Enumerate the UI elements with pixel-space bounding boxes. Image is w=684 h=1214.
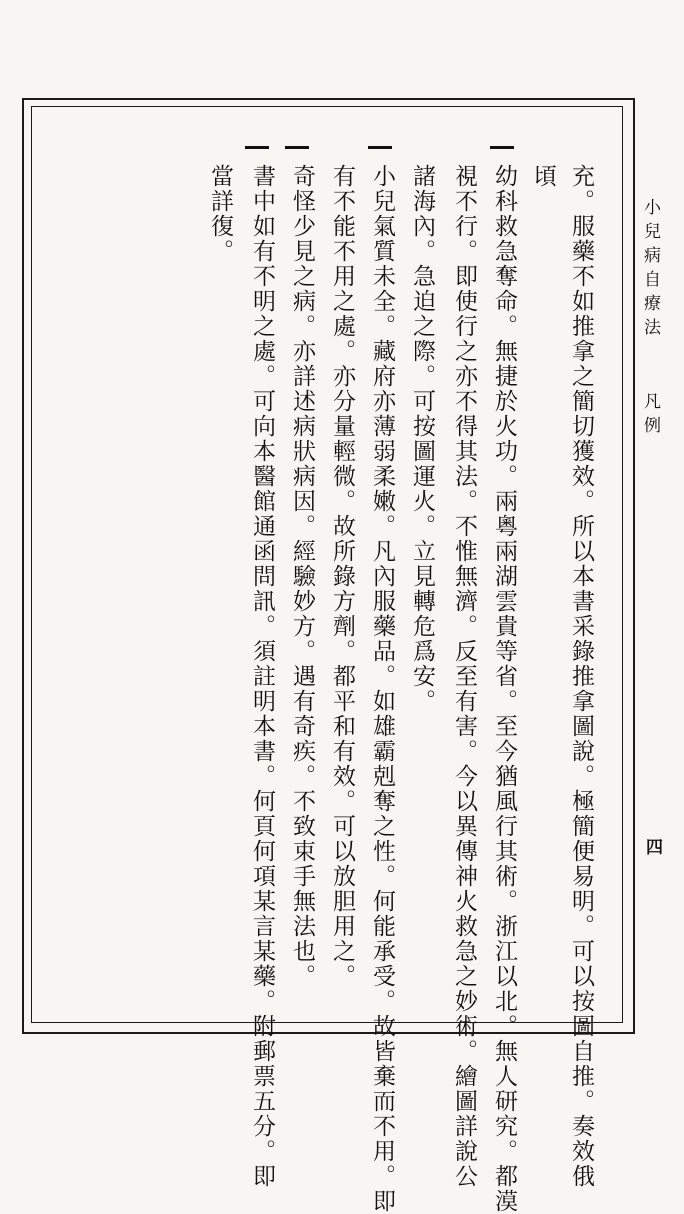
text-column-5: 諸海內。急迫之際。可按圖運火。立見轉危爲安。 <box>409 164 435 714</box>
text-column-3: 幼科救急奪命。無捷於火功。兩粵兩湖雲貴等省。至今猶風行其術。浙江以北。無人研究。都漠 <box>491 164 517 1214</box>
text-column-7: 有不能不用之處。亦分量輕微。故所錄方劑。都平和有效。可以放胆用之。 <box>329 164 355 989</box>
book-title: 小兒病自療法 <box>640 198 660 342</box>
text-column-1: 充。服藥不如推拿之簡切獲效。所以本書采錄推拿圖說。極簡便易明。可以按圖自推。奏效俄 <box>568 164 594 1189</box>
text-column-8: 奇怪少見之病。亦詳述病狀病因。經驗妙方。遇有奇疾。不致束手無法也。 <box>289 164 315 989</box>
section-title: 凡例 <box>640 392 660 440</box>
text-column-9: 書中如有不明之處。可向本醫館通函問訊。須註明本書。何頁何項某言某藥。附郵票五分。即 <box>249 164 275 1189</box>
text-column-4: 視不行。即使行之亦不得其法。不惟無濟。反至有害。今以異傳神火救急之妙術。繪圖詳說公 <box>451 164 477 1189</box>
item-marker <box>285 146 309 149</box>
text-column-2: 頃 <box>530 164 556 189</box>
item-marker <box>368 146 392 149</box>
text-column-6: 小兒氣質未全。藏府亦薄弱柔嫩。凡內服藥品。如雄霸剋奪之性。何能承受。故皆棄而不用。即 <box>369 164 395 1214</box>
page-number: 四 <box>642 838 662 862</box>
item-marker <box>245 146 269 149</box>
text-column-10: 當詳復。 <box>207 164 233 264</box>
item-marker <box>490 146 514 149</box>
